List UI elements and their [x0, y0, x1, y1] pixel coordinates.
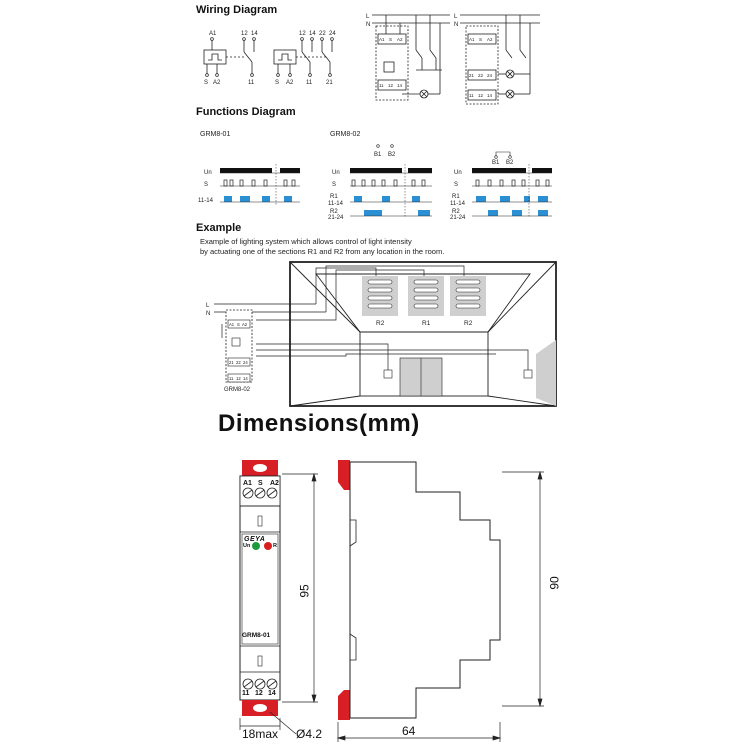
- front-term-12: 12: [255, 690, 263, 697]
- c2-b1: B1: [374, 152, 382, 158]
- dim-width-side: 64: [402, 724, 416, 738]
- dim-width-front: 18max: [242, 727, 279, 741]
- front-model-label: GRM8-01: [242, 632, 271, 639]
- w2-22: 22: [319, 31, 326, 37]
- ex-t-24: 24: [243, 360, 248, 365]
- func-model1: GRM8-01: [200, 131, 231, 138]
- box1-s: S: [389, 37, 393, 42]
- functions-diagram: [196, 126, 556, 222]
- example-heading: Example: [196, 222, 242, 234]
- c2-r2: R2: [330, 209, 338, 215]
- panel1-n: N: [366, 22, 371, 28]
- ex-device: GRM8-02: [224, 387, 251, 393]
- example-diagram: [196, 258, 566, 408]
- box1-a2: A2: [397, 37, 403, 42]
- c2-1114: 11-14: [328, 201, 343, 207]
- box2-14: 14: [487, 93, 493, 98]
- c1-un: Un: [204, 170, 212, 176]
- w2-12: 12: [299, 31, 306, 37]
- front-top-terminals: [243, 480, 287, 490]
- box2-11: 11: [469, 93, 474, 98]
- w1-a2: A2: [213, 80, 221, 86]
- front-term-14: 14: [268, 690, 276, 697]
- ex-n: N: [206, 311, 211, 317]
- wiring-diagram: [190, 10, 550, 110]
- c1-1114: 11-14: [198, 198, 213, 204]
- w1-a1: A1: [209, 31, 217, 37]
- ex-t-a2: A2: [242, 322, 248, 327]
- c1-s: S: [204, 182, 209, 188]
- led-un-label: Un: [243, 543, 251, 549]
- brand-logo: GEYA: [244, 536, 266, 543]
- w2-11: 11: [306, 80, 313, 86]
- room-label-mid: R1: [422, 320, 431, 327]
- side-view-drawing: [330, 450, 570, 750]
- dim-height-side: 90: [547, 576, 562, 590]
- w1-11: 11: [248, 80, 255, 86]
- example-description-line1: Example of lighting system which allows control of light intensity: [200, 237, 412, 246]
- w2-14: 14: [309, 31, 316, 37]
- box1-11: 11: [379, 83, 384, 88]
- ex-t-21: 21: [229, 360, 234, 365]
- panel2-n: N: [454, 22, 459, 28]
- box2-a1: A1: [469, 37, 475, 42]
- example-description-line2: by actuating one of the sections R1 and R2 from any location in the room.: [200, 247, 445, 256]
- panel1-l: L: [366, 14, 370, 20]
- c3-s: S: [454, 182, 459, 188]
- dim-hole: Ø4.2: [296, 727, 323, 741]
- front-term-a2: A2: [270, 480, 279, 487]
- box2-24: 24: [487, 73, 493, 78]
- box1-a1: A1: [379, 37, 385, 42]
- ex-t-11: 11: [229, 376, 234, 381]
- c3-un: Un: [454, 170, 462, 176]
- w2-24: 24: [329, 31, 336, 37]
- c3-1114: 11-14: [450, 201, 465, 207]
- box1-12: 12: [388, 83, 394, 88]
- w1-s: S: [204, 80, 209, 86]
- ex-l: L: [206, 303, 210, 309]
- panel2-l: L: [454, 14, 458, 20]
- dimensions-heading: Dimensions(mm): [218, 410, 420, 437]
- box1-14: 14: [397, 83, 403, 88]
- w2-s: S: [275, 80, 280, 86]
- c2-2124: 21-24: [328, 215, 344, 221]
- ex-t-a1: A1: [229, 322, 235, 327]
- c2-b2: B2: [388, 152, 396, 158]
- w2-a2: A2: [286, 80, 294, 86]
- functions-diagram-heading: Functions Diagram: [196, 106, 296, 118]
- front-view-drawing: [226, 450, 346, 750]
- c3-b1: B1: [492, 160, 500, 166]
- box2-s: S: [479, 37, 483, 42]
- front-term-s: S: [258, 480, 263, 487]
- c2-un: Un: [332, 170, 340, 176]
- box2-21: 21: [469, 73, 475, 78]
- ex-t-12: 12: [236, 376, 241, 381]
- front-bottom-terminals: [242, 690, 286, 700]
- wiring-diagram-heading: Wiring Diagram: [196, 4, 278, 16]
- func-model2: GRM8-02: [330, 131, 361, 138]
- dim-height-front: 95: [297, 584, 312, 598]
- ex-t-22: 22: [236, 360, 241, 365]
- w1-14: 14: [251, 31, 258, 37]
- front-term-a1: A1: [243, 480, 252, 487]
- led-r-label: R: [273, 543, 277, 549]
- w1-12: 12: [241, 31, 248, 37]
- room-label-right: R2: [464, 320, 473, 327]
- box2-12: 12: [478, 93, 484, 98]
- c2-s: S: [332, 182, 337, 188]
- box2-a2: A2: [487, 37, 493, 42]
- box2-22: 22: [478, 73, 484, 78]
- w2-21: 21: [326, 80, 333, 86]
- c3-2124: 21-24: [450, 215, 466, 221]
- c3-b2: B2: [506, 160, 514, 166]
- ex-t-s: S: [237, 322, 240, 327]
- c3-r2: R2: [452, 209, 460, 215]
- ex-t-14: 14: [243, 376, 248, 381]
- front-term-11: 11: [242, 690, 250, 697]
- c3-r1: R1: [452, 194, 460, 200]
- room-label-left: R2: [376, 320, 385, 327]
- c2-r1: R1: [330, 194, 338, 200]
